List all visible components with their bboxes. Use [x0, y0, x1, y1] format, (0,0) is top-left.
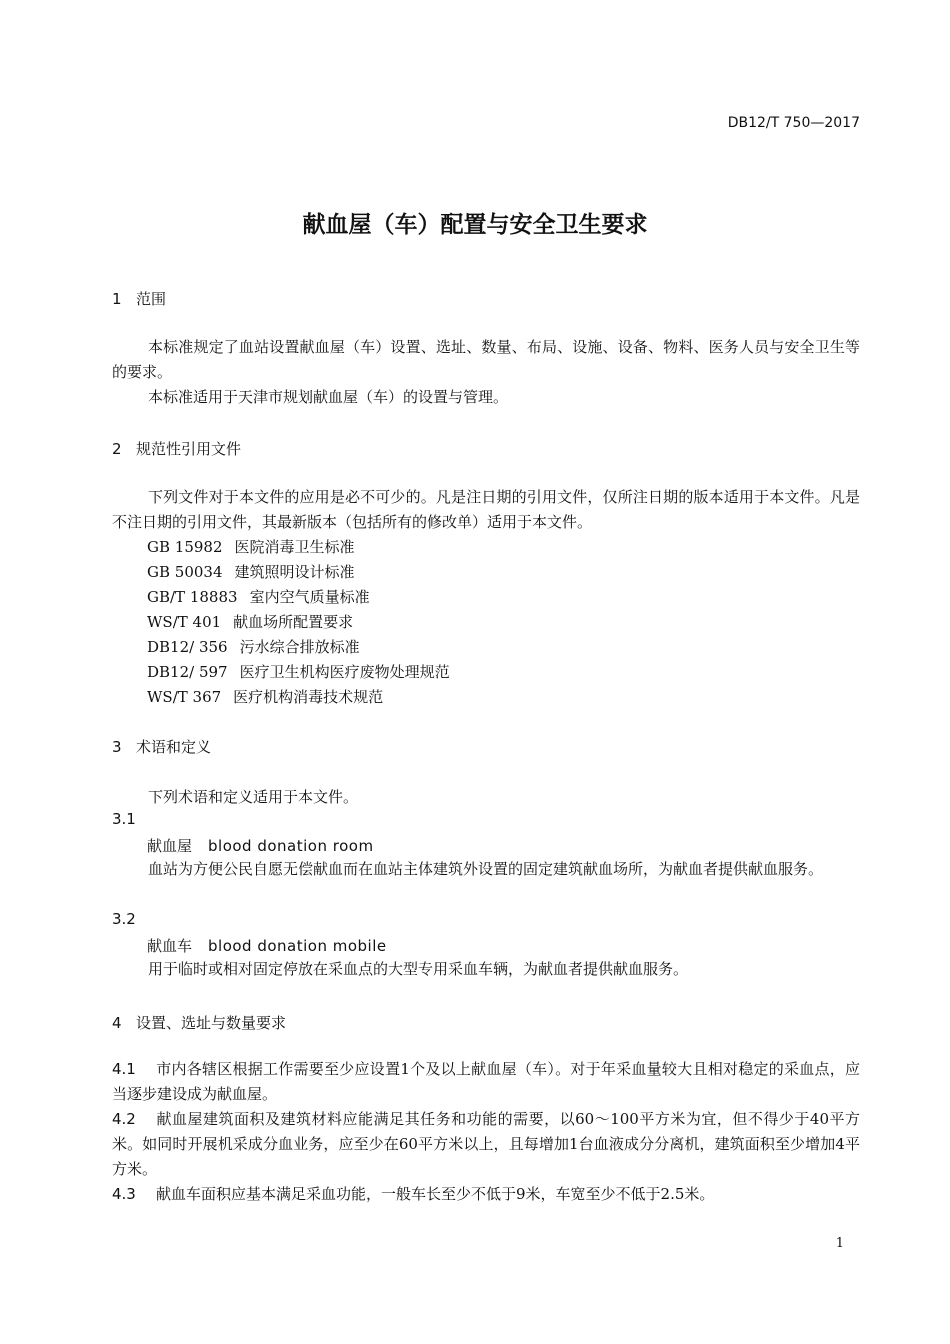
reference-code: DB12/ 356 [147, 638, 228, 656]
paragraph: 下列文件对于本文件的应用是必不可少的。凡是注日期的引用文件，仅所注日期的版本适用于本文件。凡是不注日期的引用文件，其最新版本（包括所有的修改单）适用于本文件。 [112, 488, 860, 531]
clause [112, 1057, 860, 1107]
section-number: 3 [112, 738, 122, 756]
definition-text: 血站为方便公民自愿无偿献血而在血站主体建筑外设置的固定建筑献血场所，为献血者提供献血服务。 [148, 860, 824, 878]
reference-item [147, 686, 383, 707]
reference-title: 污水综合排放标准 [239, 638, 360, 656]
reference-code: GB 15982 [147, 538, 223, 556]
clause-number: 4.2 [112, 1110, 136, 1128]
reference-item [147, 586, 370, 607]
term-chinese: 献血屋 [147, 837, 193, 855]
clause-number: 4.3 [112, 1185, 136, 1203]
clause-text: 市内各辖区根据工作需要至少应设置1个及以上献血屋（车）。对于年采血量较大且相对稳定的采血点，应当逐步建设成为献血屋。 [112, 1060, 860, 1103]
paragraph: 本标准规定了血站设置献血屋（车）设置、选址、数量、布局、设施、设备、物料、医务人员与安全卫生等的要求。 [112, 338, 860, 381]
section-title: 范围 [136, 290, 167, 308]
paragraph: 下列术语和定义适用于本文件。 [148, 788, 359, 806]
term-definition [112, 857, 860, 882]
section-1-heading [112, 288, 166, 309]
section-number: 1 [112, 290, 122, 308]
reference-code: WS/T 401 [147, 613, 222, 631]
term-definition [112, 957, 860, 982]
reference-code: WS/T 367 [147, 688, 222, 706]
clause-number: 4.1 [112, 1060, 136, 1078]
section-title: 设置、选址与数量要求 [136, 1014, 287, 1032]
clause [112, 1182, 860, 1207]
clause [112, 1107, 860, 1182]
reference-item [147, 661, 450, 682]
section-4-clauses [112, 1057, 860, 1207]
reference-title: 医疗机构消毒技术规范 [233, 688, 384, 706]
term-english: blood donation mobile [208, 937, 387, 955]
standard-number: DB12/T 750—2017 [727, 115, 860, 131]
section-3-intro [112, 785, 860, 810]
page-number: 1 [835, 1236, 844, 1251]
section-number: 4 [112, 1014, 122, 1032]
reference-item [147, 561, 355, 582]
reference-code: GB 50034 [147, 563, 223, 581]
section-2-intro [112, 485, 860, 535]
section-2-heading [112, 438, 241, 459]
reference-title: 医院消毒卫生标准 [234, 538, 355, 556]
reference-title: 建筑照明设计标准 [234, 563, 355, 581]
reference-title: 室内空气质量标准 [249, 588, 370, 606]
reference-code: DB12/ 597 [147, 663, 228, 681]
section-1-body [112, 335, 860, 410]
section-4-heading [112, 1012, 286, 1033]
term-number: 3.2 [112, 910, 136, 928]
reference-code: GB/T 18883 [147, 588, 238, 606]
clause-text: 献血屋建筑面积及建筑材料应能满足其任务和功能的需要，以60～100平方米为宜，但不得少于40平方米。如同时开展机采成分血业务，应至少在60平方米以上，且每增加1台血液成分分离机，建筑面积至少增加4平方米。 [112, 1110, 860, 1178]
term-entry [147, 835, 374, 856]
paragraph: 本标准适用于天津市规划献血屋（车）的设置与管理。 [148, 388, 509, 406]
term-chinese: 献血车 [147, 937, 193, 955]
term-entry [147, 935, 387, 956]
section-3-heading [112, 736, 211, 757]
section-title: 规范性引用文件 [136, 440, 242, 458]
clause-text: 献血车面积应基本满足采血功能，一般车长至少不低于9米，车宽至少不低于2.5米。 [156, 1185, 715, 1203]
section-number: 2 [112, 440, 122, 458]
reference-item [147, 636, 360, 657]
reference-title: 献血场所配置要求 [233, 613, 354, 631]
section-title: 术语和定义 [136, 738, 212, 756]
reference-item [147, 536, 355, 557]
reference-item [147, 611, 353, 632]
document-title: 献血屋（车）配置与安全卫生要求 [302, 212, 648, 238]
term-number: 3.1 [112, 810, 136, 828]
term-english: blood donation room [208, 837, 374, 855]
reference-title: 医疗卫生机构医疗废物处理规范 [239, 663, 450, 681]
definition-text: 用于临时或相对固定停放在采血点的大型专用采血车辆，为献血者提供献血服务。 [148, 960, 689, 978]
